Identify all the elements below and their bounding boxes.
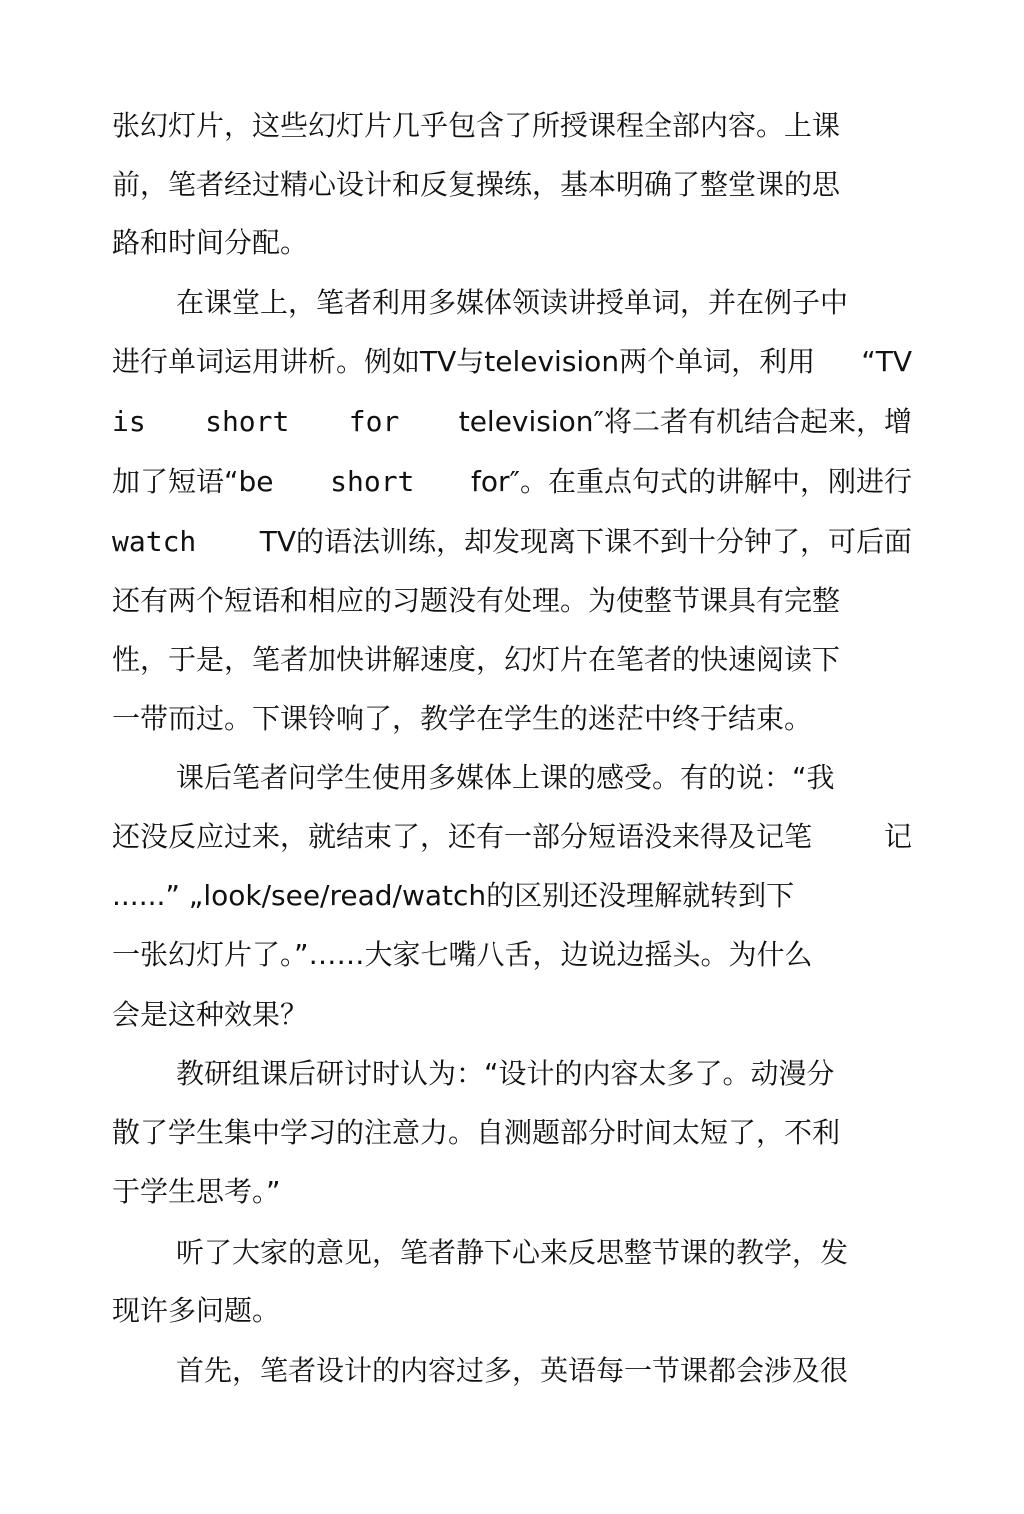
text-segment: 还没反应过来，就结束了，还有一部分短语没来得及记笔 (112, 820, 813, 853)
text-line: 路和时间分配。 (112, 226, 309, 259)
text-line: 一带而过。下课铃响了，教学在学生的迷茫中终于结束。 (112, 702, 813, 735)
text-line: 于学生思考。” (112, 1175, 281, 1208)
text-line: 张幻灯片，这些幻灯片几乎包含了所授课程全部内容。上课 (112, 109, 841, 142)
text-segment: short (330, 465, 415, 498)
text-segment: for (348, 405, 400, 438)
text-line: 课后笔者问学生使用多媒体上课的感受。有的说：“我 (176, 761, 835, 794)
text-line: 前，笔者经过精心设计和反复操练，基本明确了整堂课的思 (112, 168, 841, 201)
text-line: 一张幻灯片了。”……大家七嘴八舌，边说边摇头。为什么 (112, 938, 813, 971)
text-segment: 加了短语“be (112, 465, 274, 498)
text-line: 会是这种效果？ (112, 998, 309, 1031)
text-line-justified (112, 402, 912, 442)
text-line-justified (112, 817, 912, 857)
text-line-justified (112, 462, 912, 502)
text-segment: for″。在重点句式的讲解中，刚进行 (471, 465, 912, 498)
text-line: 现许多问题。 (112, 1294, 281, 1327)
text-line: 性，于是，笔者加快讲解速度，幻灯片在笔者的快速阅读下 (112, 643, 841, 676)
text-segment: television″将二者有机结合起来，增 (458, 405, 912, 438)
text-line: 在课堂上，笔者利用多媒体领读讲授单词，并在例子中 (176, 286, 849, 319)
text-segment: watch (112, 525, 197, 558)
text-segment: 记 (883, 820, 912, 853)
text-segment: is (112, 405, 146, 438)
text-line-justified (112, 342, 912, 382)
text-line: 散了学生集中学习的注意力。自测题部分时间太短了，不利 (112, 1116, 841, 1149)
text-line: 首先，笔者设计的内容过多，英语每一节课都会涉及很 (176, 1354, 849, 1387)
text-line: ......” „look/see/read/watch的区别还没理解就转到下 (112, 879, 795, 912)
text-line-justified (112, 522, 912, 562)
text-line: 教研组课后研讨时认为：“设计的内容太多了。动漫分 (176, 1057, 835, 1090)
text-segment: short (205, 405, 290, 438)
text-line: 还有两个短语和相应的习题没有处理。为使整节课具有完整 (112, 584, 841, 617)
text-line: 听了大家的意见，笔者静下心来反思整节课的教学，发 (176, 1236, 849, 1269)
text-segment: TV的语法训练，却发现离下课不到十分钟了，可后面 (259, 525, 912, 558)
text-segment: 进行单词运用讲析。例如TV与television两个单词，利用 (112, 345, 816, 378)
text-segment: “TV (861, 345, 912, 378)
